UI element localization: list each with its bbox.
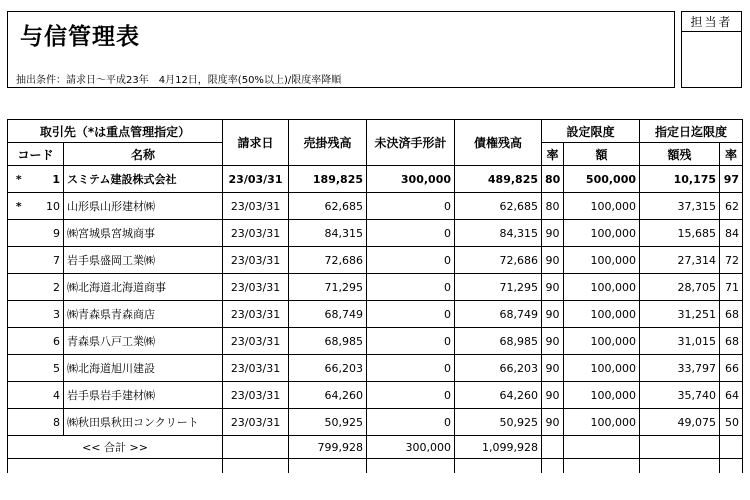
client-name: 青森県八戸工業㈱: [64, 328, 223, 355]
total-empty-cell: [720, 436, 743, 459]
credit-balance: 71,295: [455, 274, 542, 301]
receivable: 66,203: [289, 355, 367, 382]
limit-amount: 500,000: [564, 166, 640, 193]
table-row: [8, 301, 743, 328]
client-code: 10: [30, 193, 64, 220]
credit-balance: 72,686: [455, 247, 542, 274]
amount-header: 額: [564, 143, 640, 166]
client-code: 5: [30, 355, 64, 382]
bill-date: 23/03/31: [223, 409, 289, 436]
rate-header: 率: [542, 143, 564, 166]
priority-mark: *: [8, 193, 30, 220]
limit-amount: 100,000: [564, 409, 640, 436]
header-row-1: [8, 120, 743, 143]
table-continuation-row: [8, 459, 743, 474]
credit-balance: 68,985: [455, 328, 542, 355]
table-row: [8, 355, 743, 382]
receivable: 68,985: [289, 328, 367, 355]
total-label: << 合計 >>: [8, 436, 223, 459]
receivable: 189,825: [289, 166, 367, 193]
limit-amount: 100,000: [564, 355, 640, 382]
name-header: 名称: [64, 143, 223, 166]
table-row: [8, 409, 743, 436]
table-row: [8, 382, 743, 409]
bill-date: 23/03/31: [223, 355, 289, 382]
limit-amount: 100,000: [564, 382, 640, 409]
remaining-rate: 72: [720, 247, 743, 274]
table-row: [8, 247, 743, 274]
bill-date: 23/03/31: [223, 166, 289, 193]
by-date-limit-header: 指定日迄限度: [640, 120, 743, 143]
total-credit-balance: 1,099,928: [455, 436, 542, 459]
priority-mark: *: [8, 166, 30, 193]
client-code: 3: [30, 301, 64, 328]
remaining-rate: 71: [720, 274, 743, 301]
remaining-rate: 97: [720, 166, 743, 193]
unsettled-notes: 300,000: [367, 166, 455, 193]
priority-mark: [8, 301, 30, 328]
credit-balance: 489,825: [455, 166, 542, 193]
client-header: 取引先（*は重点管理指定）: [8, 120, 223, 143]
receivable-header: 売掛残高: [289, 120, 367, 166]
continuation-cell: [289, 459, 367, 474]
credit-balance: 68,749: [455, 301, 542, 328]
report-header: [7, 11, 675, 88]
limit-rate: 90: [542, 382, 564, 409]
priority-mark: [8, 355, 30, 382]
total-empty-cell: [564, 436, 640, 459]
client-name: ㈱宮城県宮城商事: [64, 220, 223, 247]
remaining-amount: 15,685: [640, 220, 720, 247]
credit-balance: 50,925: [455, 409, 542, 436]
set-limit-header: 設定限度: [542, 120, 640, 143]
client-code: 6: [30, 328, 64, 355]
credit-balance: 64,260: [455, 382, 542, 409]
limit-rate: 80: [542, 166, 564, 193]
person-in-charge-stamp-box: [681, 11, 742, 88]
credit-balance: 84,315: [455, 220, 542, 247]
unsettled-notes: 0: [367, 409, 455, 436]
priority-mark: [8, 220, 30, 247]
client-code: 2: [30, 274, 64, 301]
client-code: 9: [30, 220, 64, 247]
client-name: ㈱青森県青森商店: [64, 301, 223, 328]
client-name: ㈱秋田県秋田コンクリート: [64, 409, 223, 436]
remaining-rate: 68: [720, 328, 743, 355]
continuation-cell: [223, 459, 289, 474]
table-row: [8, 328, 743, 355]
code-header: コード: [8, 143, 64, 166]
client-name: 山形県山形建材㈱: [64, 193, 223, 220]
receivable: 62,685: [289, 193, 367, 220]
remaining-amount: 28,705: [640, 274, 720, 301]
priority-mark: [8, 328, 30, 355]
bill-date: 23/03/31: [223, 382, 289, 409]
receivable: 68,749: [289, 301, 367, 328]
receivable: 64,260: [289, 382, 367, 409]
unsettled-notes: 0: [367, 382, 455, 409]
credit-management-table: [7, 119, 743, 473]
total-empty-cell: [223, 436, 289, 459]
table-row: [8, 166, 743, 193]
priority-mark: [8, 274, 30, 301]
unsettled-notes-header: 未決済手形計: [367, 120, 455, 166]
unsettled-notes: 0: [367, 247, 455, 274]
client-code: 4: [30, 382, 64, 409]
extraction-condition: 抽出条件：請求日～平成23年 4月12日，限度率(50%以上)/限度率降順: [16, 75, 342, 86]
continuation-cell: [720, 459, 743, 474]
client-name: ㈱北海道旭川建設: [64, 355, 223, 382]
priority-mark: [8, 247, 30, 274]
receivable: 71,295: [289, 274, 367, 301]
unsettled-notes: 0: [367, 274, 455, 301]
bill-date: 23/03/31: [223, 220, 289, 247]
limit-amount: 100,000: [564, 328, 640, 355]
receivable: 72,686: [289, 247, 367, 274]
remaining-amount: 31,015: [640, 328, 720, 355]
bill-date: 23/03/31: [223, 328, 289, 355]
table-row: [8, 220, 743, 247]
person-in-charge-label: 担当者: [682, 12, 741, 32]
client-code: 7: [30, 247, 64, 274]
credit-balance: 66,203: [455, 355, 542, 382]
table-row: [8, 193, 743, 220]
continuation-cell: [367, 459, 455, 474]
remaining-header: 額残: [640, 143, 720, 166]
total-empty-cell: [640, 436, 720, 459]
remaining-amount: 10,175: [640, 166, 720, 193]
limit-rate: 90: [542, 220, 564, 247]
total-empty-cell: [542, 436, 564, 459]
limit-amount: 100,000: [564, 193, 640, 220]
unsettled-notes: 0: [367, 328, 455, 355]
bill-date-header: 請求日: [223, 120, 289, 166]
continuation-cell: [542, 459, 564, 474]
priority-mark: [8, 382, 30, 409]
remaining-amount: 37,315: [640, 193, 720, 220]
remaining-rate-header: 率: [720, 143, 743, 166]
bill-date: 23/03/31: [223, 274, 289, 301]
bill-date: 23/03/31: [223, 301, 289, 328]
limit-rate: 90: [542, 274, 564, 301]
continuation-cell: [640, 459, 720, 474]
client-code: 8: [30, 409, 64, 436]
remaining-rate: 68: [720, 301, 743, 328]
credit-balance-header: 債権残高: [455, 120, 542, 166]
page-title: 与信管理表: [20, 24, 140, 50]
remaining-amount: 27,314: [640, 247, 720, 274]
limit-amount: 100,000: [564, 247, 640, 274]
client-name: 岩手県盛岡工業㈱: [64, 247, 223, 274]
total-row: [8, 436, 743, 459]
total-receivable: 799,928: [289, 436, 367, 459]
client-code: 1: [30, 166, 64, 193]
total-unsettled-notes: 300,000: [367, 436, 455, 459]
limit-rate: 90: [542, 409, 564, 436]
limit-rate: 90: [542, 301, 564, 328]
receivable: 50,925: [289, 409, 367, 436]
continuation-cell: [564, 459, 640, 474]
limit-amount: 100,000: [564, 274, 640, 301]
client-name: ㈱北海道北海道商事: [64, 274, 223, 301]
limit-rate: 90: [542, 247, 564, 274]
continuation-cell: [455, 459, 542, 474]
priority-mark: [8, 409, 30, 436]
bill-date: 23/03/31: [223, 193, 289, 220]
limit-rate: 90: [542, 328, 564, 355]
continuation-cell: [8, 459, 223, 474]
remaining-rate: 62: [720, 193, 743, 220]
unsettled-notes: 0: [367, 220, 455, 247]
remaining-rate: 50: [720, 409, 743, 436]
table-row: [8, 274, 743, 301]
limit-amount: 100,000: [564, 220, 640, 247]
limit-rate: 80: [542, 193, 564, 220]
remaining-rate: 64: [720, 382, 743, 409]
remaining-amount: 35,740: [640, 382, 720, 409]
remaining-amount: 49,075: [640, 409, 720, 436]
remaining-amount: 33,797: [640, 355, 720, 382]
limit-amount: 100,000: [564, 301, 640, 328]
remaining-rate: 66: [720, 355, 743, 382]
client-name: 岩手県岩手建材㈱: [64, 382, 223, 409]
remaining-rate: 84: [720, 220, 743, 247]
limit-rate: 90: [542, 355, 564, 382]
receivable: 84,315: [289, 220, 367, 247]
bill-date: 23/03/31: [223, 247, 289, 274]
remaining-amount: 31,251: [640, 301, 720, 328]
unsettled-notes: 0: [367, 301, 455, 328]
client-name: スミテム建設株式会社: [64, 166, 223, 193]
unsettled-notes: 0: [367, 193, 455, 220]
unsettled-notes: 0: [367, 355, 455, 382]
credit-balance: 62,685: [455, 193, 542, 220]
